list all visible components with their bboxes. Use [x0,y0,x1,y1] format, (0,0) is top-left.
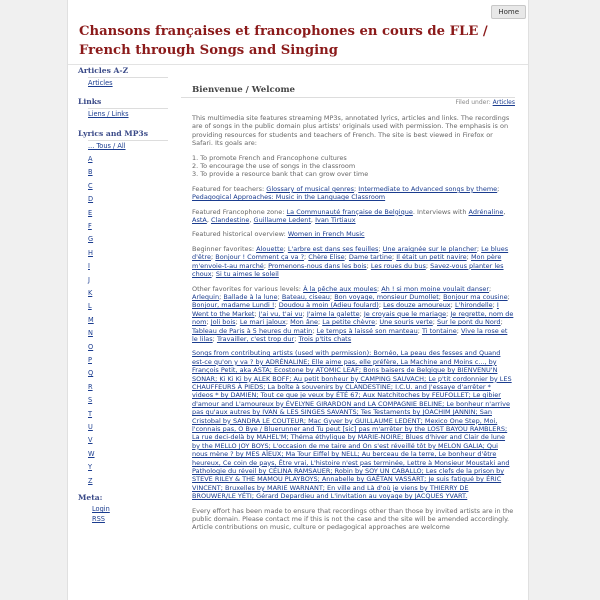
teachers-link[interactable]: Glossary of musical genres [266,184,355,193]
letter-index [88,153,168,488]
favorite-song-link[interactable]: J'ai vu, t'ai vu [258,309,303,318]
site-title-line2: French through Songs and Singing [79,43,338,58]
beginner-song-link[interactable]: Les roues du bus [370,261,426,270]
francophone-paragraph: Featured Francophone zone: La Communauté française de Belgique. Interviews with Adrénaline, AstA, Clandestine, Guillaume Ledent, Ivan Tirtiaux [192,207,506,225]
letter-link[interactable]: Z [88,476,93,485]
letter-link[interactable]: W [88,449,95,458]
closing-paragraph: Every effort has been made to ensure that recordings other than those by invited artists are in the public domain. Please contact me if this is not the case and the site will be amended accordingly. Article contributions on music, culture or pedagogical approaches are welcome [192,506,514,532]
goal-item: 2. To encourage the use of songs in the classroom [192,162,356,171]
sidebar [78,66,168,525]
favorite-song-link[interactable]: Bon voyage, monsieur Dumollet [334,292,439,301]
sidebar-item-letter [88,220,168,233]
favorite-song-label: Other favorites for various levels: [192,284,304,293]
favorite-song-link[interactable]: Joli bois [210,318,236,327]
sidebar-heading-articles: Articles A-Z [78,66,129,75]
beginner-song-link[interactable]: L'arbre est dans ses feuilles [287,244,379,253]
sidebar-item-letter [88,166,168,179]
sidebar-item-letter [88,354,168,367]
sidebar-item-letter [88,287,168,300]
letter-link[interactable]: D [88,195,94,204]
sidebar-item-letter [88,207,168,220]
favorite-song-link[interactable]: Doudou à moin (Adieu foulard) [278,301,379,310]
sidebar-item-all [88,141,168,151]
sidebar-item-letter [88,434,168,447]
letter-link[interactable]: S [88,396,93,405]
favorite-song-link[interactable]: À la pêche aux moules [303,284,377,293]
interview-artist-link[interactable]: AstA [192,216,207,225]
favorite-song-link[interactable]: Le temps à laissé son manteau [316,326,418,335]
favorite-song-link[interactable]: Trois p'tits chats [298,334,352,343]
historical-label: Featured historical overview: [192,230,288,239]
sidebar-item-letter [88,327,168,340]
letter-link[interactable]: L [88,302,92,311]
goals-list [192,154,514,179]
links-link[interactable]: Liens / Links [88,110,129,119]
historical-paragraph [192,230,514,238]
letter-link[interactable]: E [88,208,93,217]
lyrics-all-list [88,140,168,151]
sidebar-item-letter [88,300,168,313]
login-link[interactable]: Login [92,505,110,514]
letter-link[interactable]: O [88,342,94,351]
goal-item: 3. To provide a resource bank that can grow over time [192,170,369,179]
sidebar-item-letter [88,394,168,407]
beginner-song-link[interactable]: Le blues d'être [192,244,509,262]
letter-link[interactable]: A [88,154,93,163]
beginner-song-link[interactable]: Alouette [256,244,284,253]
meta-list [92,504,168,525]
beginner-song-link[interactable]: Chère Elise [308,253,345,262]
favorite-song-link[interactable]: Ti tontaine [421,326,457,335]
site-title[interactable] [79,22,488,60]
sidebar-item-letter [88,461,168,474]
sidebar-item-letter [88,260,168,273]
sidebar-heading-links: Links [78,97,102,107]
favorite-song-link[interactable]: Je regrette, nom de nom [192,309,514,327]
sidebar-item-letter [88,247,168,260]
filed-under-label: Filed under: [455,99,493,106]
letter-link[interactable]: N [88,329,93,338]
letter-link[interactable]: V [88,436,93,445]
sidebar-item-articles [88,78,168,88]
favorite-song-link[interactable]: Vive la rose et le lilas [192,326,508,343]
favorite-song-link[interactable]: Ah ! si mon moine voulait danser [381,284,490,293]
sidebar-item-letter [88,421,168,434]
letter-link[interactable]: H [88,248,93,257]
post-title-text: Bienvenue / Welcome [192,85,295,95]
beginner-song-link[interactable]: Une araignée sur le plancher [382,244,477,253]
sidebar-item-letter [88,193,168,206]
teachers-link[interactable]: Intermediate to Advanced songs by theme [358,184,498,193]
category-link[interactable]: Articles [492,99,515,106]
interview-artist-link[interactable]: Ivan Tirtiaux [315,216,356,225]
sidebar-item-letter [88,367,168,380]
interview-artist-link[interactable]: Clandestine [210,216,250,225]
beginner-song-link[interactable]: Savez-vous planter les choux [192,261,504,279]
sidebar-item-letter [88,274,168,287]
sidebar-item-letter [88,475,168,488]
sidebar-item-login [92,504,168,514]
sidebar-item-letter [88,381,168,394]
letter-link[interactable]: P [88,355,92,364]
all-songs-link[interactable]: ... Tous / All [88,141,126,150]
home-button[interactable]: Home [491,5,526,19]
letter-link[interactable]: Q [88,369,94,378]
post-title[interactable] [192,85,515,95]
letter-link[interactable]: U [88,423,93,432]
teachers-paragraph: Featured for teachers: Glossary of musical genres; Intermediate to Advanced songs by theme; Pedagogical Approaches: Music in the Language Classroom [192,184,500,202]
interview-artist-link[interactable]: Adrénaline [468,207,504,216]
francophone-label: Featured Francophone zone: [192,207,287,216]
beginner-song-link[interactable]: Mon père m'envoie-t-au marché [192,253,502,270]
historical-link[interactable]: Women in French Music [287,230,365,239]
post-meta [181,97,515,106]
sidebar-item-letter [88,153,168,166]
letter-link[interactable]: I [88,262,90,271]
interviews-label: . Interviews with [412,207,469,216]
main-content [181,85,515,538]
post-body [192,114,514,532]
beginner-song-link[interactable]: Dame tartine [348,253,392,262]
site-header [68,18,528,65]
letter-link[interactable]: T [88,409,93,418]
sidebar-item-letter [88,180,168,193]
links-list [88,108,168,119]
interview-artist-link[interactable]: Guillaume Ledent [253,216,311,225]
beginner-song-link[interactable]: Bonjour ! Comment ça va ? [215,253,305,262]
sidebar-item-letter [88,341,168,354]
sidebar-heading-lyrics: Lyrics and MP3s [78,128,148,138]
favorite-song-link[interactable]: Ballade à la lune [223,292,278,301]
sidebar-item-letter [88,448,168,461]
favorite-song-link[interactable]: Le mari jaloux [239,318,286,327]
favorite-song-link[interactable]: Les douze amoureux [383,301,451,310]
favorite-song-link[interactable]: Bateau, ciseau [281,292,330,301]
page-container [67,0,529,600]
articles-link[interactable]: Articles [88,79,113,87]
beginner-song-label: Beginner favorites: [192,244,257,253]
intro-paragraph: This multimedia site features streaming MP3s, annotated lyrics, articles and links. The recordings are of songs in the public domain plus artists' originals used with permission. The emphasis is on providing resources for students and teachers of French. The site is best viewed in Firefox or Safari. Its goals are: [192,114,510,148]
favorite-song-link[interactable]: Arlequin [192,292,220,301]
letter-link[interactable]: Y [88,463,93,472]
favorite-song-link[interactable]: Bonjour, madame Lundi ! [192,301,275,310]
teachers-label: Featured for teachers: [192,184,267,193]
sidebar-item-letter [88,233,168,246]
favorite-song-link[interactable]: L'hirondelle [454,301,493,310]
sidebar-item-letter [88,314,168,327]
beginner-song-link[interactable]: Promenons-nous dans les bois [268,261,367,270]
teachers-link[interactable]: Pedagogical Approaches: Music in the Language Classroom [192,193,386,202]
beginner-paragraph: Beginner favorites: Alouette; L'arbre est dans ses feuilles; Une araignée sur le plancher; Le blues d'être; Bonjour ! Comment ça va ?; Chère Elise; Dame tartine; Il était un petit navire; Mon père m'envoie-t-au marché; Promenons-nous dans les bois; Les roues du bus; Savez-vous planter les choux; Si tu aimes le soleil [192,244,509,279]
contributors-paragraph: Songs from contributing artists (used with permission): Bornéo, La peau des fesses and Quand est-ce qu'on y va ? by ADRÉNALINE; Elle aime pas, elle préfère, La Machine and Moins c..., by François Petit, aka ASTA; Ecostone by ATOMIC LEAF; Bons baisers de Belgique by BIENVENU'N SONAR; Ki Ki Ki by ALEK BOFF; Au petit bonheur by CAMPING SAUVACH; Le p'tit cordonnier by LES CHAUFFEURS À PIEDS; La boîte à souvenirs by CLANDESTINE; I.C.U. and J'essaye d'arrêter * videos * by DAMIEN; Tout ce que je veux by ÉTÉ 67; Aux Natchitoches by FEUFOLLET; Le gibier d'amour and L'amoureux by ÉVELYNE GIRARDON and LA COMPAGNIE BELINE; Le bonheur n'arrive pas qu'aux autres by IVAN & LES SINGES SAVANTS; Tes Testaments by JOACHIM JANNIN; San Cristobal by SANDRA LE COUTEUR; Mac Gyver by GUILLAUME LEDENT; Mexico One Step, Moi, l'connais pas, O Bye / Bluerunner and Tu peut [sic] pas m'arrêter by the LOST BAYOU RAMBLERS; La rue deci-delà by MAHEL'M; Théma éthylique by MARIE-NOIRE; Blues d'hiver and Clair de lune by the MELLO JOY BOYS; L'occasion de me taire and On s'est réveillé tôt by MELON GALIA; Qui nous mène ? by MES AÏEUX; Ma Tour Eiffel by NELL; Au berceau de la terre, Le bonheur d'être heureux, Ce coin de pays, Être vrai, L'histoire n'est pas terminée, Lettre à Monsieur Moustaki and Pathologie du réveil by CÉLINA RAMSAUER; Robin by SOY UN CABALLO; Les clefs de la prison by STEVE RILEY & THE MAMOU PLAYBOYS; Annabelle by GAËTAN VASSART; Je suis fatigué by ÉRIC VINCENT; Bruxelles by MARIE WARNANT; En ville and Là d'où je viens by THIERRY DE BROUWER/LE YÉTI; Gérard Depardieu and L'invitation au voyage by JACQUES YVART. [192,349,512,501]
favorite-song-link[interactable]: J'aime la galette [306,309,360,318]
letter-link[interactable]: C [88,181,93,190]
rss-link[interactable]: RSS [92,515,105,524]
beginner-song-link[interactable]: Il était un petit navire [396,253,467,262]
favorite-song-link[interactable]: Une souris verte [379,318,433,327]
other-paragraph: Other favorites for various levels: À la pêche aux moules; Ah ! si mon moine voulait danser; Arlequin; Ballade à la lune; Bateau, ciseau; Bon voyage, monsieur Dumollet; Bonjour ma cousine; Bonjour, madame Lundi !; Doudou à moin (Adieu foulard); Les douze amoureux; L'hirondelle; I Went to the Market; J'ai vu, t'ai vu; J'aime la galette; Je croyais que le mariage; Je regrette, nom de nom; Joli bois; Le mari jaloux; Mon âne; La petite chèvre; Une souris verte; Sur le pont du Nord; Tableau de Paris à 5 heures du matin; Le temps à laissé son manteau; Ti tontaine; Vive la rose et le lilas; Travailler, c'est trop dur; Trois p'tits chats [192,284,514,343]
site-title-line1: Chansons françaises et francophones en cours de FLE / [79,24,488,39]
letter-link[interactable]: J [88,275,90,284]
favorite-song-link[interactable]: Travailler, c'est trop dur [216,334,295,343]
favorite-song-link[interactable]: Je croyais que le mariage [363,309,447,318]
goal-item: 1. To promote French and Francophone cultures [192,153,347,162]
articles-list [88,77,168,88]
letter-link[interactable]: M [88,315,94,324]
francophone-zone-link[interactable]: La Communauté française de Belgique [286,207,413,216]
letter-link[interactable]: K [88,288,93,297]
top-bar [68,0,528,18]
sidebar-item-rss [92,514,168,524]
letter-link[interactable]: R [88,382,93,391]
letter-link[interactable]: B [88,168,93,177]
favorite-song-link[interactable]: I Went to the Market [192,301,499,318]
favorite-song-link[interactable]: Mon âne [290,318,318,327]
beginner-song-link[interactable]: Si tu aimes le soleil [215,270,279,279]
letter-link[interactable]: G [88,235,94,244]
letter-link[interactable]: F [88,221,92,230]
favorite-song-link[interactable]: La petite chèvre [322,318,376,327]
favorite-song-link[interactable]: Sur le pont du Nord [437,318,501,327]
sidebar-heading-meta: Meta: [78,493,103,503]
favorite-song-link[interactable]: Tableau de Paris à 5 heures du matin [192,326,313,335]
sidebar-item-links [88,109,168,119]
favorite-song-link[interactable]: Bonjour ma cousine [443,292,508,301]
sidebar-item-letter [88,408,168,421]
